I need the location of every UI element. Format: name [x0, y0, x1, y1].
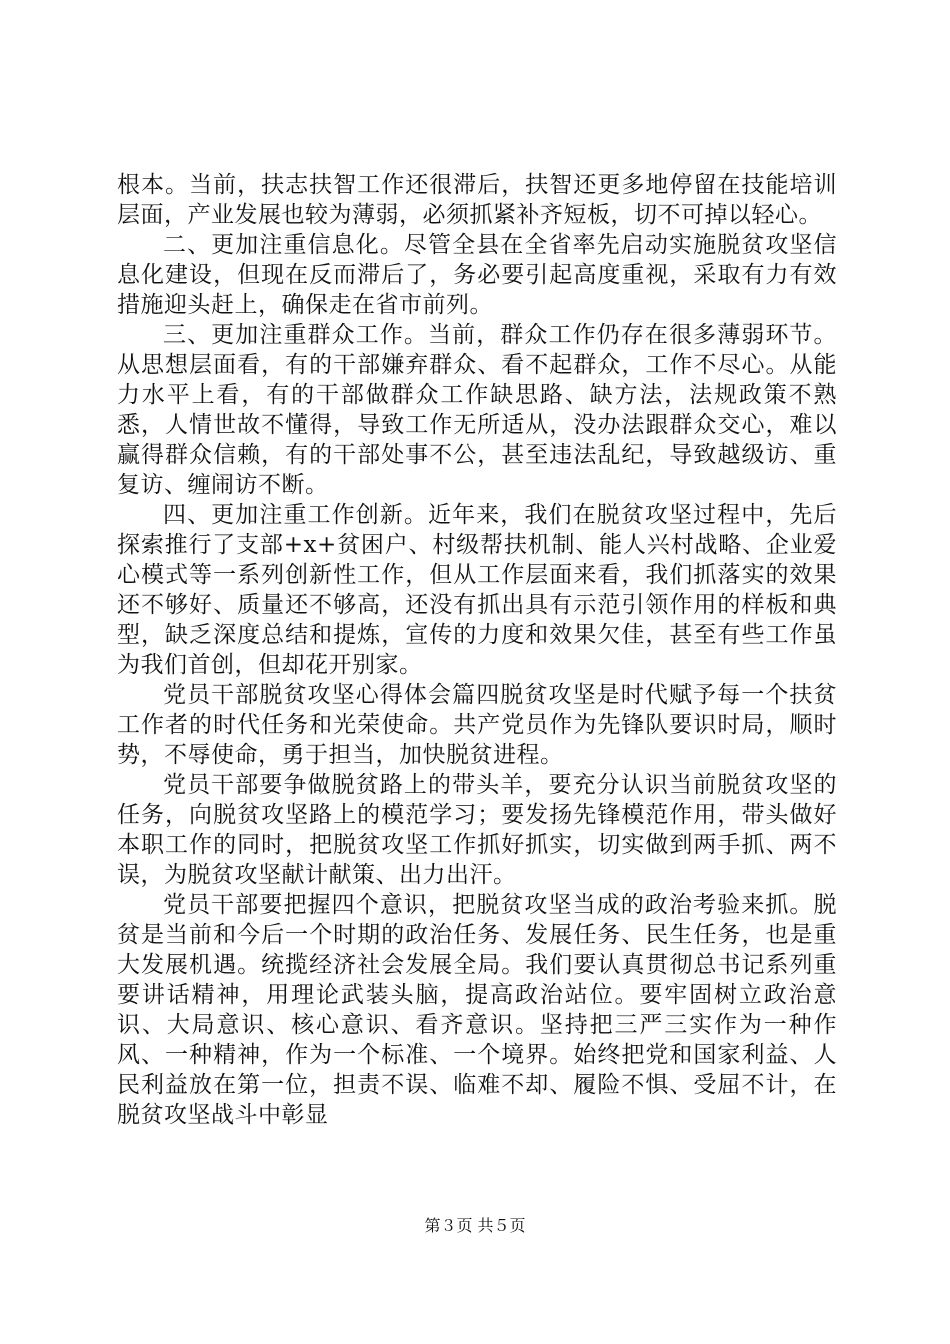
page-footer: 第３页 共５页	[424, 1216, 526, 1235]
paragraph-6: 党员干部要争做脱贫路上的带头羊，要充分认识当前脱贫攻坚的任务，向脱贫攻坚路上的模范学习；要发扬先锋模范作用，带头做好本职工作的同时，把脱贫攻坚工作抓好抓实，切实做到两手抓、两不误，为脱贫攻坚献计献策、出力出汗。	[117, 772, 837, 888]
paragraph-5: 党员干部脱贫攻坚心得体会篇四脱贫攻坚是时代赋予每一个扶贫工作者的时代任务和光荣使命。共产党员作为先锋队要识时局，顺时势，不辱使命，勇于担当，加快脱贫进程。	[117, 682, 837, 768]
paragraph-1: 根本。当前，扶志扶智工作还很滞后，扶智还更多地停留在技能培训层面，产业发展也较为薄弱，必须抓紧补齐短板，切不可掉以轻心。	[117, 172, 837, 228]
paragraph-3: 三、更加注重群众工作。当前，群众工作仍存在很多薄弱环节。从思想层面看，有的干部嫌弃群众、看不起群众，工作不尽心。从能力水平上看，有的干部做群众工作缺思路、缺方法，法规政策不熟悉，人情世故不懂得，导致工作无所适从，没办法跟群众交心，难以赢得群众信赖，有的干部处事不公，甚至违法乱纪，导致越级访、重复访、缠闹访不断。	[117, 322, 837, 498]
paragraph-4: 四、更加注重工作创新。近年来，我们在脱贫攻坚过程中，先后探索推行了支部+x+贫困户、村级帮扶机制、能人兴村战略、企业爱心模式等一系列创新性工作，但从工作层面来看，我们抓落实的效果还不够好、质量还不够高，还没有抓出具有示范引领作用的样板和典型，缺乏深度总结和提炼，宣传的力度和效果欠佳，甚至有些工作虽为我们首创，但却花开别家。	[117, 502, 837, 678]
paragraph-2: 二、更加注重信息化。尽管全县在全省率先启动实施脱贫攻坚信息化建设，但现在反而滞后了，务必要引起高度重视，采取有力有效措施迎头赶上，确保走在省市前列。	[117, 232, 837, 318]
document-body	[117, 170, 837, 1130]
paragraph-7: 党员干部要把握四个意识，把脱贫攻坚当成的政治考验来抓。脱贫是当前和今后一个时期的政治任务、发展任务、民生任务，也是重大发展机遇。统揽经济社会发展全局。我们要认真贯彻总书记系列重要讲话精神，用理论武装头脑，提高政治站位。要牢固树立政治意识、大局意识、核心意识、看齐意识。坚持把三严三实作为一种作风、一种精神，作为一个标准、一个境界。始终把党和国家利益、人民利益放在第一位，担责不误、临难不却、履险不惧、受屈不计，在脱贫攻坚战斗中彰显	[117, 892, 837, 1128]
